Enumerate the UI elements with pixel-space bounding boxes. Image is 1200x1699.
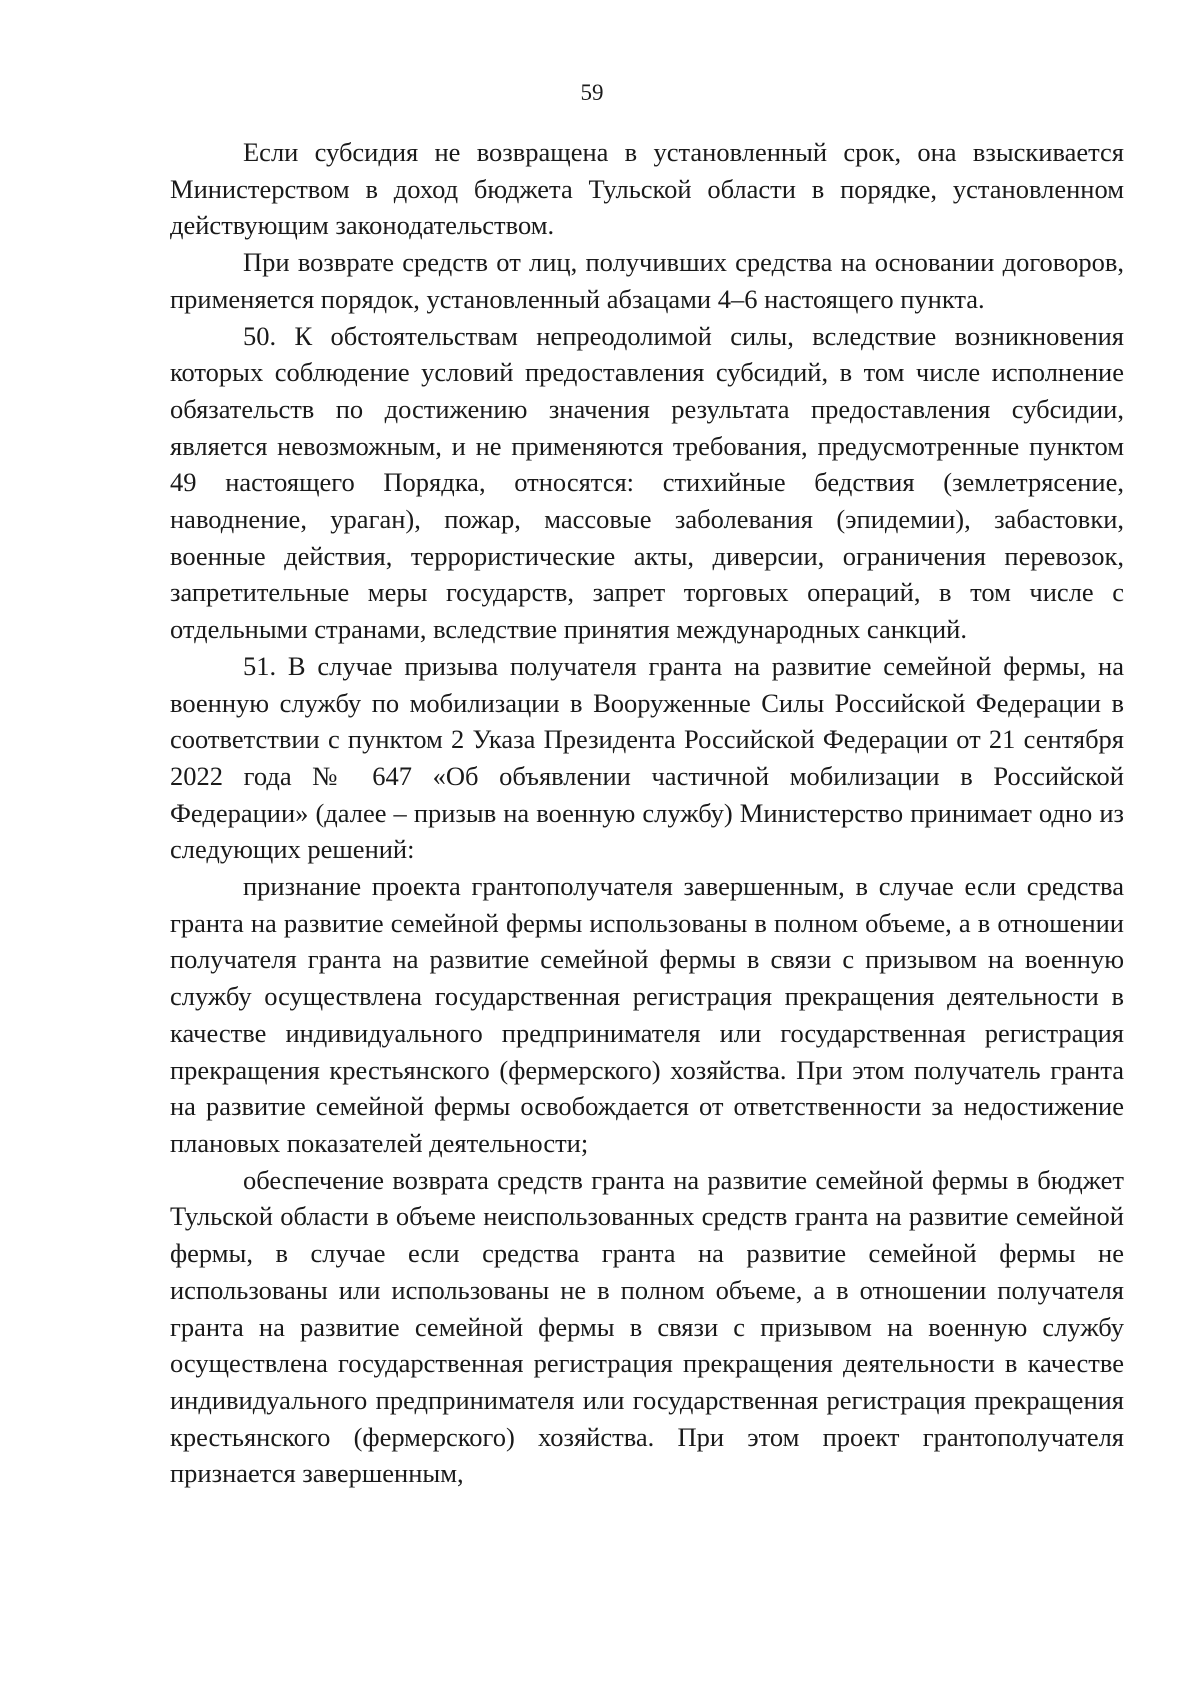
paragraph-project-completion: признание проекта грантополучателя завершенным, в случае если средства гранта на развитие семейной фермы использованы в полном объеме, а в отношении получателя гранта на развитие семейной фермы в связи с призывом на военную службу осуществлена государственная регистрация прекращения деятельности в качестве индивидуального предпринимателя или государственная регистрация прекращения крестьянского (фермерского) хозяйства. При этом получатель гранта на развитие семейной фермы освобождается от ответственности за недостижение плановых показателей деятельности; — [170, 871, 1124, 1158]
page-number: 59 — [580, 80, 604, 105]
paragraph-subsidy-recovery: Если субсидия не возвращена в установленный срок, она взыскивается Министерством в доход бюджета Тульской области в порядке, установленном действующим законодательством. — [170, 137, 1124, 241]
paragraph-return-procedure: При возврате средств от лиц, получивших средства на основании договоров, применяется порядок, установленный абзацами 4–6 настоящего пункта. — [170, 247, 1124, 314]
paragraph-grant-return: обеспечение возврата средств гранта на развитие семейной фермы в бюджет Тульской области в объеме неиспользованных средств гранта на развитие семейной фермы, в случае если средства гранта на развитие семейной фермы не использованы или использованы не в полном объеме, а в отношении получателя гранта на развитие семейной фермы в связи с призывом на военную службу осуществлена государственная регистрация прекращения деятельности в качестве индивидуального предпринимателя или государственная регистрация прекращения крестьянского (фермерского) хозяйства. При этом проект грантополучателя признается завершенным, — [170, 1164, 1124, 1489]
document-body — [170, 134, 1124, 1492]
paragraph-50-force-majeure: 50. К обстоятельствам непреодолимой силы, вследствие возникновения которых соблюдение условий предоставления субсидий, в том числе исполнение обязательств по достижению значения результата предоставления субсидии, является невозможным, и не применяются требования, предусмотренные пунктом 49 настоящего Порядка, относятся: стихийные бедствия (землетрясение, наводнение, ураган), пожар, массовые заболевания (эпидемии), забастовки, военные действия, террористические акты, диверсии, ограничения перевозок, запретительные меры государств, запрет торговых операций, в том числе с отдельными странами, вследствие принятия международных санкций. — [170, 320, 1124, 645]
paragraph-51-mobilization: 51. В случае призыва получателя гранта на развитие семейной фермы, на военную службу по мобилизации в Вооруженные Силы Российской Федерации в соответствии с пунктом 2 Указа Президента Российской Федерации от 21 сентября 2022 года № 647 «Об объявлении частичной мобилизации в Российской Федерации» (далее – призыв на военную службу) Министерство принимает одно из следующих решений: — [170, 650, 1124, 865]
